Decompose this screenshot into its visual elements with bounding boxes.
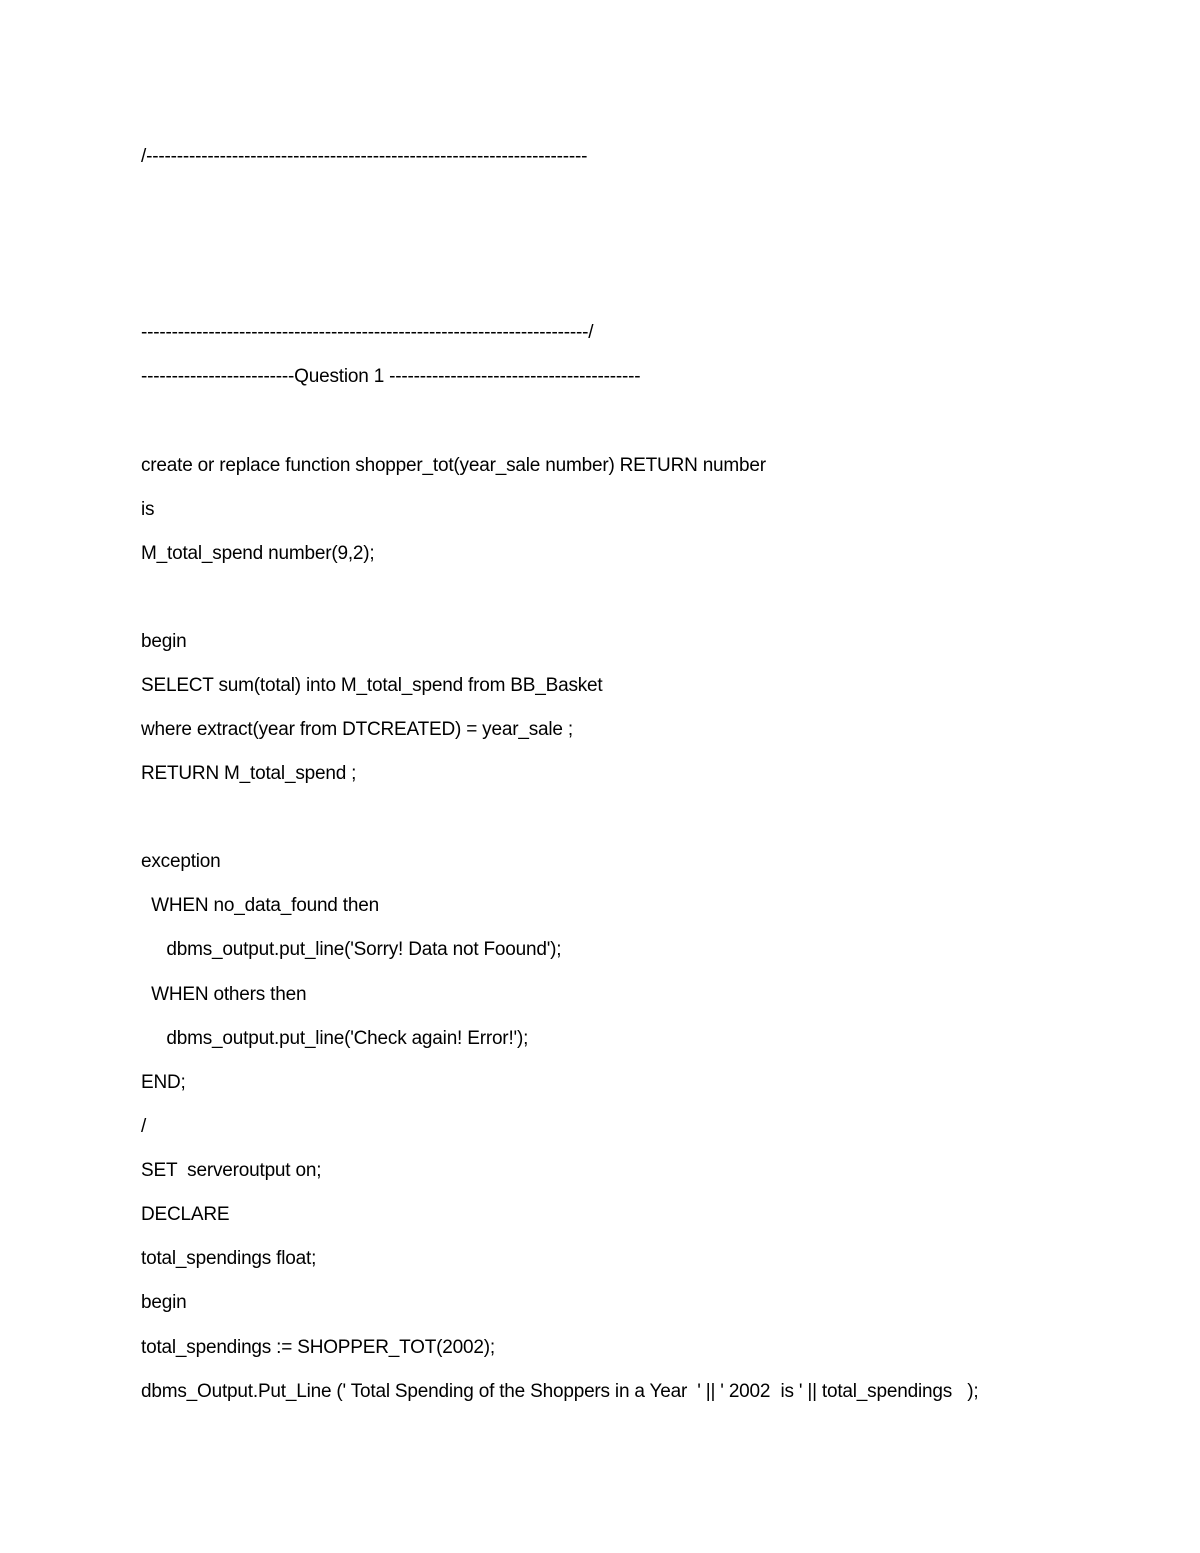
code-line: where extract(year from DTCREATED) = year_sale ; [141,719,573,740]
code-line: is [141,499,155,520]
code-line: M_total_spend number(9,2); [141,543,375,564]
code-line: WHEN others then [141,984,307,1005]
comment-close-line: -------------------------------------------------------------------------/ [141,322,594,343]
question-heading: -------------------------Question 1 ----------------------------------------- [141,366,641,387]
code-line: DECLARE [141,1204,230,1225]
code-line: / [141,1116,147,1137]
code-line: RETURN M_total_spend ; [141,763,357,784]
code-line: begin [141,1292,187,1313]
code-line: dbms_output.put_line('Sorry! Data not Foound'); [141,939,562,960]
comment-open-line: /------------------------------------------------------------------------ [141,146,588,167]
code-line: END; [141,1072,186,1093]
code-line: SELECT sum(total) into M_total_spend from BB_Basket [141,675,603,696]
code-line: total_spendings float; [141,1248,317,1269]
code-line: SET serveroutput on; [141,1160,322,1181]
code-line: WHEN no_data_found then [141,895,379,916]
code-line: create or replace function shopper_tot(year_sale number) RETURN number [141,455,766,476]
code-line: dbms_Output.Put_Line (' Total Spending of the Shoppers in a Year ' || ' 2002 is ' || total_spendings ); [141,1381,979,1402]
code-line: begin [141,631,187,652]
code-line: dbms_output.put_line('Check again! Error!'); [141,1028,529,1049]
code-line: total_spendings := SHOPPER_TOT(2002); [141,1337,495,1358]
code-line: exception [141,851,221,872]
